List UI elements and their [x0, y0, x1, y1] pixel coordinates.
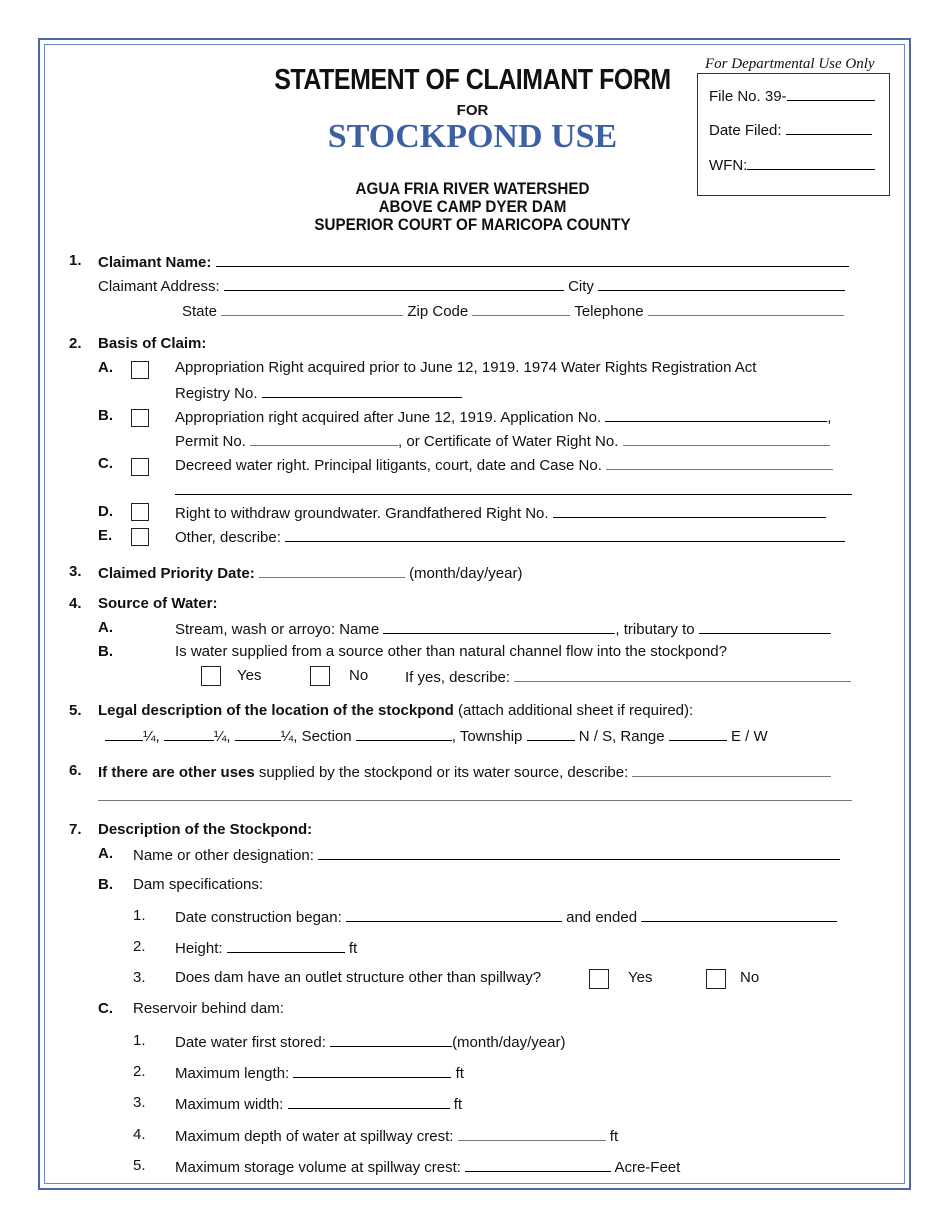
s2c-text: Decreed water right. Principal litigants, court, date and Case No.: [175, 457, 602, 474]
s4-number: 4.: [69, 595, 82, 612]
s2b-checkbox[interactable]: [131, 409, 149, 427]
s6-title-bold: If there are other uses: [98, 764, 255, 781]
source-of-water-title: Source of Water:: [98, 595, 218, 612]
dept-use-title: For Departmental Use Only: [705, 56, 875, 72]
outlet-yes-label: Yes: [628, 969, 653, 986]
s4b-yes-checkbox[interactable]: [201, 666, 221, 686]
max-storage-label: Maximum storage volume at spillway crest:: [175, 1159, 461, 1176]
first-stored-field[interactable]: [175, 1032, 565, 1052]
other-describe-field[interactable]: [175, 527, 845, 547]
reservoir-label: Reservoir behind dam:: [133, 1000, 284, 1017]
max-length-label: Maximum length:: [175, 1065, 290, 1082]
max-length-unit: ft: [455, 1065, 464, 1082]
form-title: STATEMENT OF CLAIMANT FORM: [274, 64, 671, 96]
legal-location-row[interactable]: [105, 726, 768, 746]
section-label: ¼, Section: [280, 728, 352, 745]
s1-number: 1.: [69, 252, 82, 269]
max-width-unit: ft: [453, 1096, 463, 1113]
construction-began-label: Date construction began:: [175, 909, 342, 926]
permit-cert-row[interactable]: [175, 431, 830, 451]
height-field[interactable]: [175, 938, 357, 958]
height-label: Height:: [175, 940, 223, 957]
s7a-letter: A.: [98, 845, 113, 862]
construction-ended-label: and ended: [566, 909, 638, 926]
s2c-extra-line[interactable]: [175, 494, 852, 495]
wfn-field[interactable]: [709, 155, 875, 175]
claimant-name-label: Claimant Name:: [98, 254, 212, 271]
s3-number: 3.: [69, 563, 82, 580]
s5-title-rest: (attach additional sheet if required):: [458, 702, 694, 719]
s2a-text: Appropriation Right acquired prior to June 12, 1919. 1974 Water Rights Registration Act: [175, 359, 757, 376]
quarter-1-label: ¼,: [143, 728, 160, 745]
s4b-letter: B.: [98, 643, 113, 660]
max-storage-field[interactable]: [175, 1157, 680, 1177]
wfn-label: WFN:: [709, 157, 748, 174]
designation-field[interactable]: [133, 845, 840, 865]
b1-number: 1.: [133, 907, 146, 924]
s5-number: 5.: [69, 702, 82, 719]
s2c-letter: C.: [98, 455, 113, 472]
other-uses-field[interactable]: [98, 762, 831, 782]
s6-number: 6.: [69, 762, 82, 779]
s2d-letter: D.: [98, 503, 113, 520]
s2a-checkbox[interactable]: [131, 361, 149, 379]
stream-name-field[interactable]: [175, 619, 831, 639]
max-length-field[interactable]: [175, 1063, 464, 1083]
s7-number: 7.: [69, 821, 82, 838]
registry-no-label: Registry No.: [175, 385, 258, 402]
s2b-comma: ,: [827, 409, 832, 426]
s2e-checkbox[interactable]: [131, 528, 149, 546]
description-title: Description of the Stockpond:: [98, 821, 313, 838]
max-depth-label: Maximum depth of water at spillway crest:: [175, 1128, 454, 1145]
decreed-right-field[interactable]: [175, 455, 833, 475]
first-stored-hint: (month/day/year): [452, 1034, 566, 1051]
s7c-letter: C.: [98, 1000, 113, 1017]
s2d-checkbox[interactable]: [131, 503, 149, 521]
form-title-for: FOR: [456, 102, 489, 119]
date-filed-field[interactable]: [709, 120, 872, 140]
s2c-checkbox[interactable]: [131, 458, 149, 476]
outlet-yes-checkbox[interactable]: [589, 969, 609, 989]
s4b-no-checkbox[interactable]: [310, 666, 330, 686]
application-no-field[interactable]: [175, 407, 831, 427]
c3-number: 3.: [133, 1094, 146, 1111]
s4b-no-label: No: [349, 667, 369, 684]
state-label: State: [182, 303, 218, 320]
s4b-yes-label: Yes: [237, 667, 262, 684]
dept-use-box: [697, 73, 890, 196]
s2a-letter: A.: [98, 359, 113, 376]
outlet-no-label: No: [740, 969, 760, 986]
ns-range-label: N / S, Range: [578, 728, 665, 745]
s5-title-bold: Legal description of the location of the stockpond: [98, 702, 454, 719]
s2d-text: Right to withdraw groundwater. Grandfathered Right No.: [175, 505, 549, 522]
if-yes-label: If yes, describe:: [405, 669, 511, 686]
file-no-label: File No. 39-: [709, 88, 787, 105]
s4a-letter: A.: [98, 619, 113, 636]
max-depth-unit: ft: [609, 1128, 619, 1145]
c2-number: 2.: [133, 1063, 146, 1080]
designation-label: Name or other designation:: [133, 847, 314, 864]
legal-description-title: [98, 702, 693, 720]
c4-number: 4.: [133, 1126, 146, 1143]
quarter-2-label: ¼,: [213, 728, 231, 745]
s2b-text: Appropriation right acquired after June 12, 1919. Application No.: [175, 409, 602, 426]
claimant-name-field[interactable]: [98, 252, 849, 272]
c1-number: 1.: [133, 1032, 146, 1049]
max-width-label: Maximum width:: [175, 1096, 284, 1113]
s2-number: 2.: [69, 335, 82, 352]
max-depth-field[interactable]: [175, 1126, 618, 1146]
dam-specs-label: Dam specifications:: [133, 876, 264, 893]
s6-title-rest: supplied by the stockpond or its water source, describe:: [258, 764, 629, 781]
max-width-field[interactable]: [175, 1094, 462, 1114]
c5-number: 5.: [133, 1157, 146, 1174]
priority-date-hint: (month/day/year): [409, 565, 523, 582]
tributary-label: , tributary to: [615, 621, 695, 638]
s2b-letter: B.: [98, 407, 113, 424]
b3-number: 3.: [133, 969, 146, 986]
claimant-address-field[interactable]: [98, 276, 845, 296]
registry-no-field[interactable]: [175, 383, 462, 403]
ew-label: E / W: [730, 728, 768, 745]
height-unit: ft: [348, 940, 358, 957]
form-subtitle: STOCKPOND USE: [327, 118, 618, 155]
zip-label: Zip Code: [407, 303, 469, 320]
date-filed-label: Date Filed:: [709, 122, 782, 139]
priority-date-field[interactable]: [98, 563, 522, 583]
outlet-no-checkbox[interactable]: [706, 969, 726, 989]
certificate-label: , or Certificate of Water Right No.: [398, 433, 619, 450]
basis-of-claim-title: Basis of Claim:: [98, 335, 207, 352]
priority-date-label: Claimed Priority Date:: [98, 565, 255, 582]
watershed-name: AGUA FRIA RIVER WATERSHED: [355, 180, 590, 198]
s2e-letter: E.: [98, 527, 113, 544]
claimant-address-label: Claimant Address:: [98, 278, 220, 295]
grandfathered-right-field[interactable]: [175, 503, 826, 523]
township-label: , Township: [451, 728, 523, 745]
dam-name: ABOVE CAMP DYER DAM: [378, 198, 567, 216]
if-yes-describe-field[interactable]: [405, 667, 851, 687]
court-name: SUPERIOR COURT OF MARICOPA COUNTY: [314, 216, 631, 234]
telephone-label: Telephone: [574, 303, 644, 320]
s7b-letter: B.: [98, 876, 113, 893]
state-zip-phone-row[interactable]: [182, 301, 844, 321]
permit-no-label: Permit No.: [175, 433, 246, 450]
first-stored-label: Date water first stored:: [175, 1034, 326, 1051]
s4a-text: Stream, wash or arroyo: Name: [175, 621, 380, 638]
city-label: City: [568, 278, 594, 295]
b2-number: 2.: [133, 938, 146, 955]
s4b-text: Is water supplied from a source other than natural channel flow into the stockpond?: [175, 643, 727, 660]
outlet-question: Does dam have an outlet structure other than spillway?: [175, 969, 542, 986]
max-storage-unit: Acre-Feet: [614, 1159, 681, 1176]
file-no-field[interactable]: [709, 86, 875, 106]
s2e-text: Other, describe:: [175, 529, 281, 546]
s6-extra-line[interactable]: [98, 800, 852, 801]
construction-dates-field[interactable]: [175, 907, 837, 927]
